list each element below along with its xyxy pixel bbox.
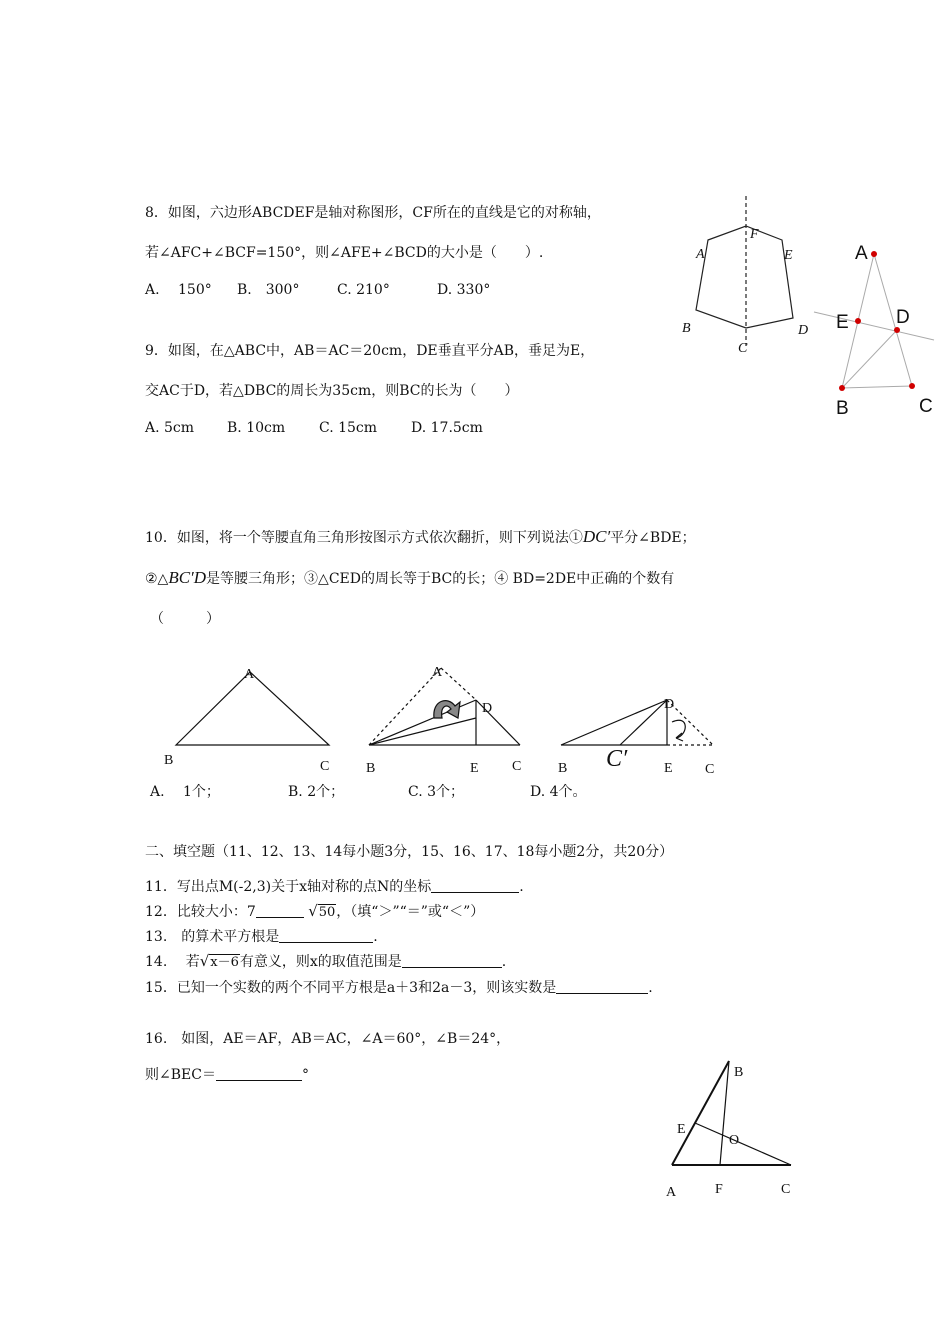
q14-radicand: x－6 (210, 955, 239, 970)
q10-figure-2 (369, 668, 520, 745)
q16-labels (666, 1065, 790, 1200)
q12-radicand: 50 (318, 905, 336, 920)
q10-line3: （ ） (150, 611, 220, 627)
q16-label-e: E (677, 1122, 686, 1137)
sqrt-icon: √ (199, 952, 210, 970)
q10-t2-label-e: E (470, 761, 479, 776)
q9-point-b (839, 385, 845, 391)
q8-hexagon (696, 226, 793, 328)
q8-line2: 若∠AFC+∠BCF=150°，则∠AFE+∠BCD的大小是（ ）. (145, 245, 544, 261)
q10-option-c: C. 3个； (408, 784, 465, 800)
q9-option-a: A. 5cm (145, 420, 195, 436)
q9-line2: 交AC于D，若△DBC的周长为35cm，则BC的长为（ ） (145, 383, 519, 399)
q10-option-d: D. 4个。 (530, 784, 587, 800)
q8-label-c: C (738, 341, 748, 356)
q12-hint: ，（填“＞”“＝”或“＜”） (336, 904, 485, 920)
q10-t2-labels (366, 665, 521, 776)
q10-t3-labels (558, 697, 714, 777)
q10-line1-post: 平分∠BDE； (610, 530, 696, 546)
q9-label-e: E (836, 312, 849, 333)
q16-figure (672, 1061, 791, 1165)
q9-line1: 9．如图，在△ABC中，AB＝AC＝20cm，DE垂直平分AB，垂足为E， (145, 343, 595, 359)
q8-hexagon-figure (696, 196, 793, 346)
q16-label-c: C (781, 1182, 791, 1197)
q15-text: 15．已知一个实数的两个不同平方根是a＋3和2a－3，则该实数是 (145, 980, 557, 996)
q9-option-d: D. 17.5cm (411, 420, 483, 436)
section2-title: 二、填空题（11、12、13、14每小题3分，15、16、17、18每小题2分，共20分） (145, 844, 674, 860)
q10-t2-dashed-ab (369, 668, 441, 745)
q10-t2-label-b: B (366, 761, 376, 776)
q10-t2-label-d: D (482, 701, 493, 716)
q14-end: . (501, 954, 507, 970)
q9-option-b: B. 10cm (227, 420, 286, 436)
q13-text: 13. 的算术平方根是 (145, 929, 280, 945)
q10-option-b: B. 2个； (288, 784, 345, 800)
q16-label-a: A (666, 1185, 677, 1200)
q10-figure-3 (561, 700, 713, 745)
q14-text: 14. 若 (145, 954, 200, 970)
q10-t3-label-b: B (558, 761, 568, 776)
q10-t2-label-c: C (512, 759, 522, 774)
q10-t1-label-b: B (164, 753, 174, 768)
q10-option-a: A. 1个； (150, 784, 220, 800)
q10-line1-text: 10．如图，将一个等腰直角三角形按图示方式依次翻折，则下列说法① (145, 530, 583, 546)
q10-t2-label-a: A (432, 665, 443, 680)
q10-t3-label-d: D (664, 697, 675, 712)
q11-text: 11．写出点M(-2,3)关于x轴对称的点N的坐标 (145, 879, 432, 895)
q10-t2-dashed-ad (441, 668, 476, 700)
q16-degree: ° (301, 1067, 309, 1083)
q9-triangle-figure (814, 254, 934, 388)
q10-line2-text: ②△ (145, 571, 169, 587)
q16-segment-ec (695, 1123, 791, 1165)
q15-end: . (648, 980, 653, 996)
q9-label-a: A (855, 243, 868, 264)
q10-line2-math: BC′D (168, 568, 207, 587)
q10-figure-1 (176, 672, 329, 745)
q9-labels (836, 243, 933, 419)
q10-t3-bd (561, 700, 667, 745)
q8-label-a: A (696, 247, 705, 262)
q10-line2-post: 是等腰三角形；③△CED的周长等于BC的长；④ BD=2DE中正确的个数有 (206, 571, 675, 587)
q14-text-mid: 有意义，则x的取值范围是 (239, 954, 402, 970)
sqrt-icon: √ (308, 902, 318, 920)
q10-t1-triangle (176, 672, 329, 745)
q10-t1-labels (164, 667, 329, 774)
q16-label-b: B (734, 1065, 744, 1080)
q8-line1: 8．如图，六边形ABCDEF是轴对称图形，CF所在的直线是它的对称轴， (145, 205, 601, 221)
q9-label-b: B (836, 398, 849, 419)
q11-end: . (519, 879, 524, 895)
q10-t1-label-c: C (320, 759, 330, 774)
q10-t2-fold-arrow-icon (434, 701, 460, 718)
q8-label-e: E (784, 248, 793, 263)
q13-end: . (373, 929, 378, 945)
q9-perpendicular-bisector (814, 312, 934, 340)
q10-line1-math: DC′ (582, 527, 611, 546)
q8-label-b: B (682, 321, 691, 336)
q16-text: 则∠BEC＝ (145, 1067, 216, 1083)
q8-option-a: A. 150° (145, 282, 212, 298)
q16-line1: 16. 如图，AE＝AF，AB＝AC，∠A＝60°，∠B＝24°， (145, 1031, 511, 1047)
q16-label-f: F (715, 1182, 723, 1197)
q9-segment-bd (842, 330, 897, 388)
q8-label-f: F (750, 227, 759, 242)
q8-option-b: B. 300° (237, 282, 300, 298)
q9-label-d: D (896, 307, 910, 328)
q9-option-c: C. 15cm (319, 420, 378, 436)
q9-point-e (855, 318, 861, 324)
q16-label-o: O (729, 1133, 740, 1148)
q8-option-d: D. 330° (437, 282, 491, 298)
q9-label-c: C (919, 396, 933, 417)
q10-t3-label-e: E (664, 761, 673, 776)
q12-text: 12．比较大小：7 (145, 904, 256, 920)
q10-t3-label-c: C (705, 762, 715, 777)
q10-t1-label-a: A (244, 667, 255, 682)
q10-t3-label-c-prime: C′ (606, 746, 628, 772)
q8-option-c: C. 210° (337, 282, 390, 298)
q9-point-c (909, 383, 915, 389)
q16-segment-ab (672, 1061, 729, 1165)
q8-label-d: D (798, 323, 809, 338)
q9-point-a (871, 251, 877, 257)
q10-t3-dc-prime (620, 700, 667, 745)
